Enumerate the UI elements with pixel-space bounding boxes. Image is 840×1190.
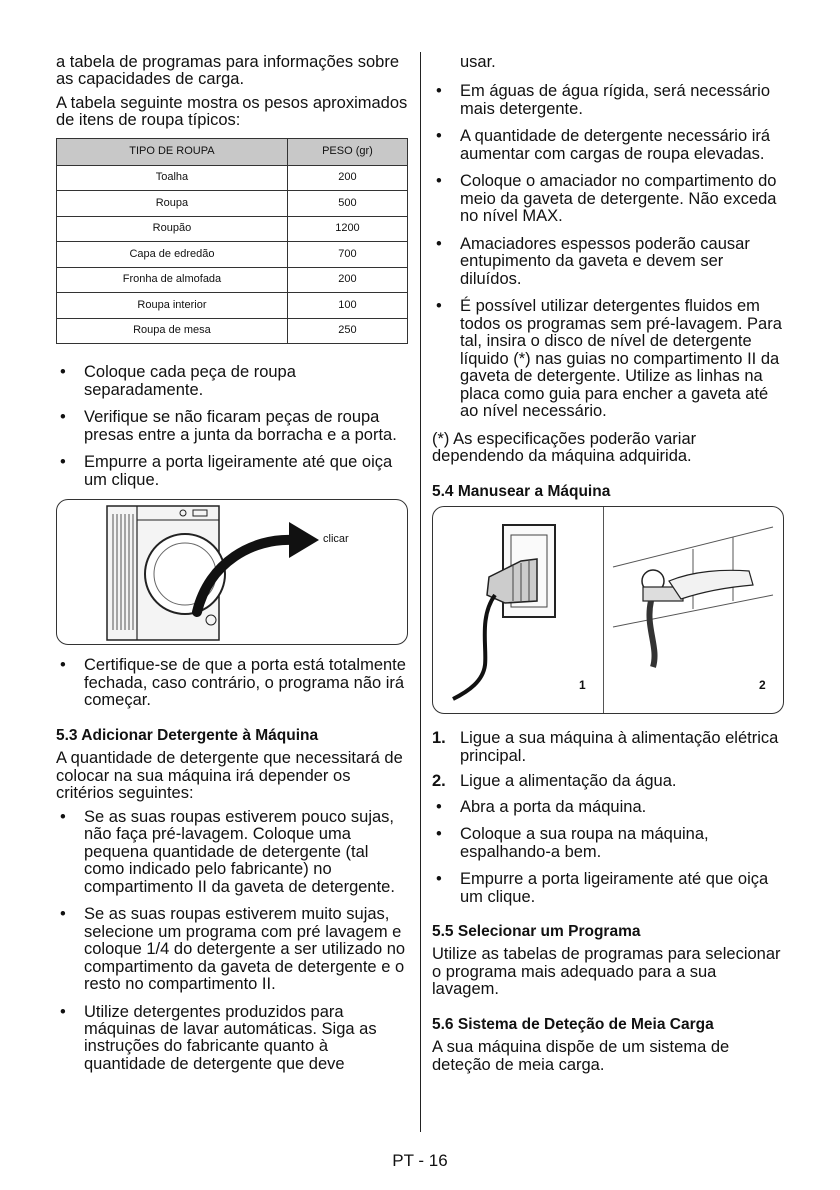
table-header-row	[57, 138, 408, 165]
list-item	[432, 730, 784, 765]
figure-label-2: 2	[759, 678, 766, 693]
laundry-weight-table	[56, 138, 408, 345]
table-row	[57, 267, 408, 293]
section-title-5-3: 5.3 Adicionar Detergente à Máquina	[56, 726, 319, 744]
list-item: • Empurre a porta ligeiramente até que oiça um clique.	[432, 871, 784, 906]
table-cell: Roupão	[57, 216, 288, 242]
door-closed-bullet-list	[56, 657, 412, 709]
table-row	[57, 318, 408, 344]
list-item: • Utilize detergentes produzidos para máquinas de lavar automáticas. Siga as instruções do fabricante quanto à quantidade de detergente que deve	[56, 1004, 412, 1074]
list-item	[432, 773, 784, 790]
table-row	[57, 293, 408, 319]
figure-separator	[603, 507, 604, 713]
list-item: • Abra a porta da máquina.	[432, 799, 784, 816]
step-number: 1.	[432, 729, 446, 748]
right-column	[432, 54, 784, 1080]
list-item: • Empurre a porta ligeiramente até que oiça um clique.	[56, 454, 412, 489]
detergent-bullet-list	[56, 809, 412, 1074]
list-item: • Verifique se não ficaram peças de roupa presas entre a junta da borracha e a porta.	[56, 409, 412, 444]
section-5-5-text: Utilize as tabelas de programas para selecionar o programa mais adequado para a sua lavagem.	[432, 945, 781, 999]
door-click-illustration	[56, 499, 408, 645]
table-cell: Capa de edredão	[57, 242, 288, 268]
left-column	[56, 54, 412, 1083]
section-5-6-text: A sua máquina dispõe de um sistema de deteção de meia carga.	[432, 1038, 730, 1074]
door-bullet-list	[56, 364, 412, 489]
section-title-5-4: 5.4 Manusear a Máquina	[432, 482, 611, 500]
table-header-cell: TIPO DE ROUPA	[57, 138, 288, 165]
table-cell: 100	[287, 293, 407, 319]
list-item: • Certifique-se de que a porta está totalmente fechada, caso contrário, o programa não irá começar.	[56, 657, 412, 709]
table-row	[57, 242, 408, 268]
list-item: • Coloque cada peça de roupa separadamente.	[56, 364, 412, 399]
section-title-5-5: 5.5 Selecionar um Programa	[432, 922, 641, 940]
continuation-text: usar.	[460, 53, 496, 71]
table-cell: 250	[287, 318, 407, 344]
figure-label-1: 1	[579, 678, 586, 693]
list-item: • Em águas de água rígida, será necessário mais detergente.	[432, 83, 784, 118]
list-item: • Se as suas roupas estiverem pouco sujas, não faça pré-lavagem. Coloque uma pequena quantidade de detergente (tal como indicado pelo fabricante) no compartimento II da gaveta de detergente.	[56, 809, 412, 896]
step-text: Ligue a alimentação da água.	[460, 772, 677, 791]
table-cell: 200	[287, 165, 407, 191]
table-cell: 500	[287, 191, 407, 217]
list-item: • Amaciadores espessos poderão causar entupimento da gaveta e devem ser diluídos.	[432, 236, 784, 288]
plug-and-tap-icon	[433, 507, 783, 713]
section-5-3-intro: A quantidade de detergente que necessitará de colocar na sua máquina irá depender os critérios seguintes:	[56, 749, 403, 803]
step-number: 2.	[432, 772, 446, 791]
detergent-tips-list	[432, 83, 784, 420]
list-item: • É possível utilizar detergentes fluidos em todos os programas sem pré-lavagem. Para tal, insira o disco de nível de detergente líquido (*) nas guias no compartimento II da gaveta de detergente. Utilize as linhas na placa como guia para encher a gaveta até ao nível necessário.	[432, 298, 784, 420]
column-divider	[420, 52, 421, 1132]
table-cell: 700	[287, 242, 407, 268]
table-cell: Roupa interior	[57, 293, 288, 319]
click-label: clicar	[323, 533, 349, 546]
table-cell: Roupa de mesa	[57, 318, 288, 344]
connection-illustration	[432, 506, 784, 714]
list-item: • Coloque a sua roupa na máquina, espalhando-a bem.	[432, 826, 784, 861]
list-item: • Coloque o amaciador no compartimento do meio da gaveta de detergente. Não exceda no nível MAX.	[432, 173, 784, 225]
step-text: Ligue a sua máquina à alimentação elétrica principal.	[460, 729, 779, 765]
table-intro-paragraph: A tabela seguinte mostra os pesos aproximados de itens de roupa típicos:	[56, 93, 408, 130]
section-title-5-6: 5.6 Sistema de Deteção de Meia Carga	[432, 1015, 714, 1033]
footnote: (*) As especificações poderão variar dependendo da máquina adquirida.	[432, 429, 697, 466]
table-row	[57, 165, 408, 191]
intro-paragraph: a tabela de programas para informações sobre as capacidades de carga.	[56, 53, 400, 89]
list-item: • A quantidade de detergente necessário irá aumentar com cargas de roupa elevadas.	[432, 128, 784, 163]
table-row	[57, 216, 408, 242]
setup-steps-list	[432, 730, 784, 790]
loading-bullet-list	[432, 799, 784, 906]
list-item: • Se as suas roupas estiverem muito sujas, selecione um programa com pré lavagem e coloque 1/4 do detergente a ser utilizado no compartimento da gaveta de detergente e o resto no compartimento II.	[56, 906, 412, 993]
page-number: PT - 16	[392, 1151, 448, 1170]
table-cell: Roupa	[57, 191, 288, 217]
table-cell: 200	[287, 267, 407, 293]
table-cell: Toalha	[57, 165, 288, 191]
washing-machine-icon	[57, 500, 407, 644]
table-row	[57, 191, 408, 217]
table-cell: 1200	[287, 216, 407, 242]
table-header-cell: PESO (gr)	[287, 138, 407, 165]
table-cell: Fronha de almofada	[57, 267, 288, 293]
